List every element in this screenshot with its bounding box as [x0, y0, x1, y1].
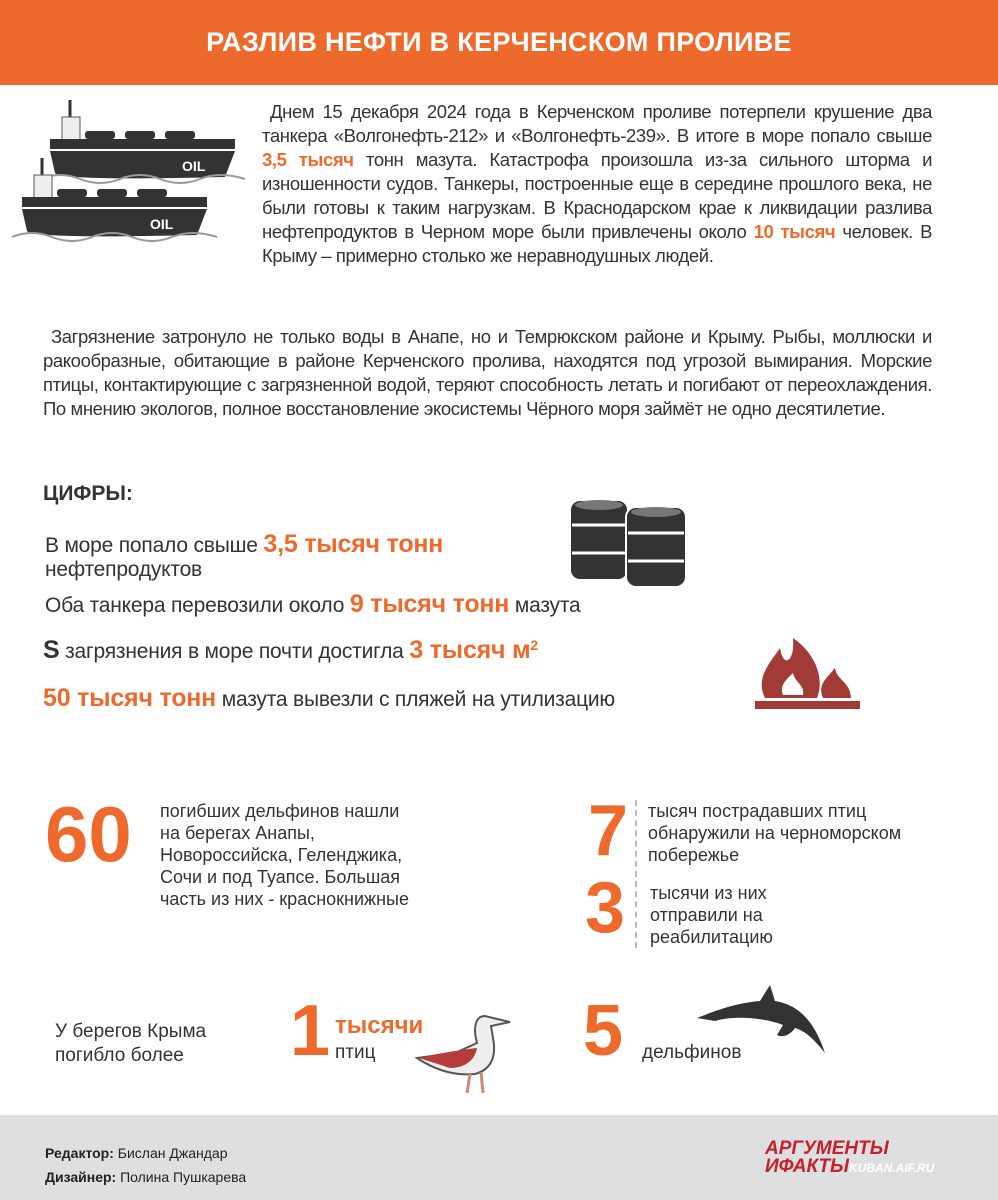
divider	[635, 800, 637, 948]
figures-heading: ЦИФРЫ:	[43, 482, 133, 505]
editor-credit: Редактор: Бислан Джандар	[45, 1145, 228, 1161]
stat-1-text: птиц	[335, 1042, 376, 1063]
stat-7-number: 7	[588, 791, 629, 871]
stat-1-highlight: тысячи	[335, 1012, 424, 1039]
aif-logo[interactable]: АРГУМЕНТЫ ИФАКТЫKUBAN.AIF.RU	[765, 1138, 935, 1177]
svg-text:OIL: OIL	[150, 216, 174, 232]
seagull-icon	[415, 1008, 515, 1096]
figure-4: 50 тысяч тонн мазута вывезли с пляжей на утилизацию	[43, 684, 615, 712]
stat-3-text: тысячи из них отправили на реабилитацию	[650, 883, 773, 947]
footer	[0, 1115, 998, 1200]
figure-3: S загрязнения в море почти достигла 3 тысяч $м^2$	[43, 636, 538, 664]
fire-icon	[755, 633, 860, 711]
oil-barrels-icon	[568, 495, 688, 590]
crimea-text: У берегов Крыма погибло более	[55, 1021, 207, 1066]
figure-1: В море попало свыше 3,5 тысяч тонн нефтепродуктов	[45, 530, 444, 581]
svg-text:OIL: OIL	[182, 158, 206, 174]
dolphin-icon	[695, 983, 830, 1058]
stat-3-number: 3	[585, 868, 626, 948]
stat-60-text: погибших дельфинов нашли на берегах Анапы, Новороссийска, Геленджика, Сочи и под Туапсе. Большая часть из них - краснокнижные	[160, 801, 409, 909]
stat-5-text: дельфинов	[642, 1042, 742, 1063]
intro-paragraph: Днем 15 декабря 2024 года в Керченском проливе потерпели крушение два танкера «Волгонефть-212» и «Волгонефть-239». В итоге в море попало свыше 3,5 тысяч тонн мазута. Катастрофа произошла из-за сильного шторма и изношенности судов. Танкеры, построенные еще в середине прошлого века, не были готовы к таким нагрузкам. В Краснодарском крае к ликвидации разлива нефтепродуктов в Черном море были привлечены около 10 тысяч человек. В Крыму – примерно столько же неравнодушных людей.	[262, 101, 933, 266]
pollution-paragraph: Загрязнение затронуло не только воды в Анапе, но и Темрюкском районе и Крыму. Рыбы, моллюски и ракообразные, обитающие в районе Керченского пролива, находятся под угрозой вымирания. Морские птицы, контактирующие с загрязненной водой, теряют способность летать и погибают от переохлаждения. По мнению экологов, полное восстановление экосистемы Чёрного моря займёт не одно десятилетие.	[43, 326, 932, 419]
figure-2: Оба танкера перевозили около 9 тысяч тонн мазута	[45, 590, 581, 618]
tanker-ships-icon	[10, 95, 250, 250]
page-title: РАЗЛИВ НЕФТИ В КЕРЧЕНСКОМ ПРОЛИВЕ	[0, 0, 998, 85]
stat-5-number: 5	[583, 991, 624, 1071]
stat-60-number: 60	[45, 790, 132, 878]
stat-7-text: тысяч пострадавших птиц обнаружили на черноморском побережье	[648, 801, 902, 865]
designer-credit: Дизайнер: Полина Пушкарева	[45, 1169, 247, 1185]
stat-1-number: 1	[290, 991, 331, 1071]
